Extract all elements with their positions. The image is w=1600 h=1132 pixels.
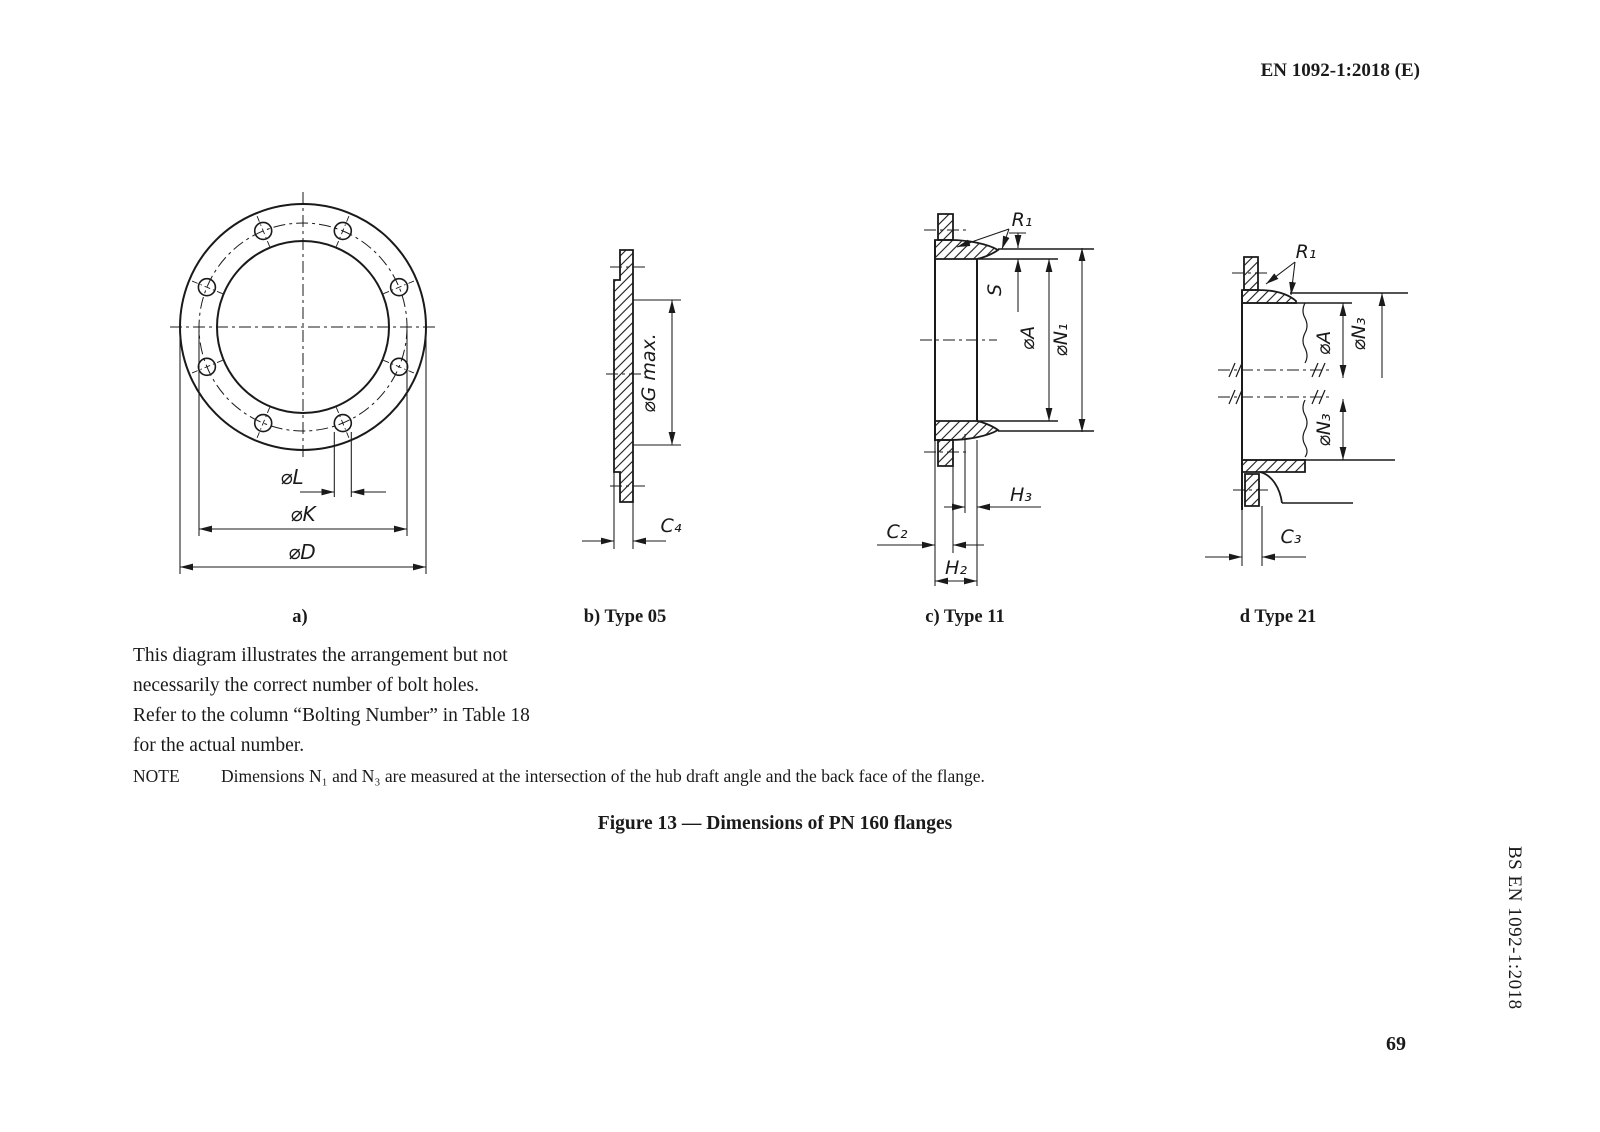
dim-label-S: S [984, 283, 1006, 297]
dim-label-G-max: ⌀G max. [638, 333, 660, 413]
description-line: This diagram illustrates the arrangement but not [133, 645, 508, 666]
type-11-section-drawing [855, 195, 1105, 595]
figure-description [133, 641, 613, 761]
caption-c-type-11: c) Type 11 [925, 607, 1005, 627]
description-line: necessarily the correct number of bolt holes. [133, 675, 480, 696]
dim-label-H3: H₃ [1010, 484, 1032, 506]
integral-flange-section [1242, 257, 1408, 510]
dim-label-N3-upper: ⌀N₃ [1348, 317, 1370, 351]
page-header: EN 1092-1:2018 (E) [1260, 60, 1420, 81]
sidebar-standard-reference: BS EN 1092-1:2018 [1504, 846, 1525, 1010]
flange-front-view-drawing [140, 180, 470, 580]
dim-label-R1: R₁ [1011, 209, 1033, 231]
figure-caption: Figure 13 — Dimensions of PN 160 flanges [597, 813, 953, 834]
centerlines [920, 230, 997, 452]
dimension-c [877, 229, 1082, 586]
dim-label-N3-mid: ⌀N₃ [1313, 413, 1335, 447]
note-label: NOTE [133, 766, 180, 786]
note-text: Dimensions N₁ and N₃ are measured at the intersection of the hub draft angle and the back face of the flange. [221, 766, 985, 786]
dimension-d [1205, 262, 1382, 566]
dim-label-C3: C₃ [1280, 526, 1302, 548]
dim-label-C4: C₄ [660, 515, 682, 537]
type-05-section-drawing [575, 240, 705, 560]
flange-outline [170, 192, 438, 457]
dim-label-L: ⌀L [280, 465, 304, 489]
dim-label-K: ⌀K [290, 502, 316, 526]
note-line [133, 766, 1183, 787]
break-ticks [1229, 363, 1325, 404]
dim-label-H2: H₂ [945, 557, 967, 579]
dim-label-A: ⌀A [1017, 325, 1039, 351]
blind-flange-section [614, 250, 633, 502]
centerlines [1218, 273, 1332, 490]
description-line: Refer to the column “Bolting Number” in Table 18 [133, 705, 530, 726]
break-line-lower [1303, 400, 1307, 457]
break-line-upper [1303, 303, 1307, 363]
page-number: 69 [1386, 1033, 1406, 1055]
caption-b-type-05: b) Type 05 [583, 607, 667, 627]
dim-label-D: ⌀D [288, 540, 316, 564]
dim-label-C2: C₂ [886, 521, 908, 543]
dim-label-A: ⌀A [1313, 330, 1335, 356]
caption-d-type-21: d Type 21 [1239, 607, 1317, 627]
description-line: for the actual number. [133, 735, 305, 756]
dim-label-N1: ⌀N₁ [1050, 323, 1072, 357]
dim-label-R1: R₁ [1295, 241, 1317, 263]
caption-a: a) [292, 607, 308, 627]
type-21-section-drawing [1190, 230, 1420, 580]
centerlines [170, 192, 438, 457]
